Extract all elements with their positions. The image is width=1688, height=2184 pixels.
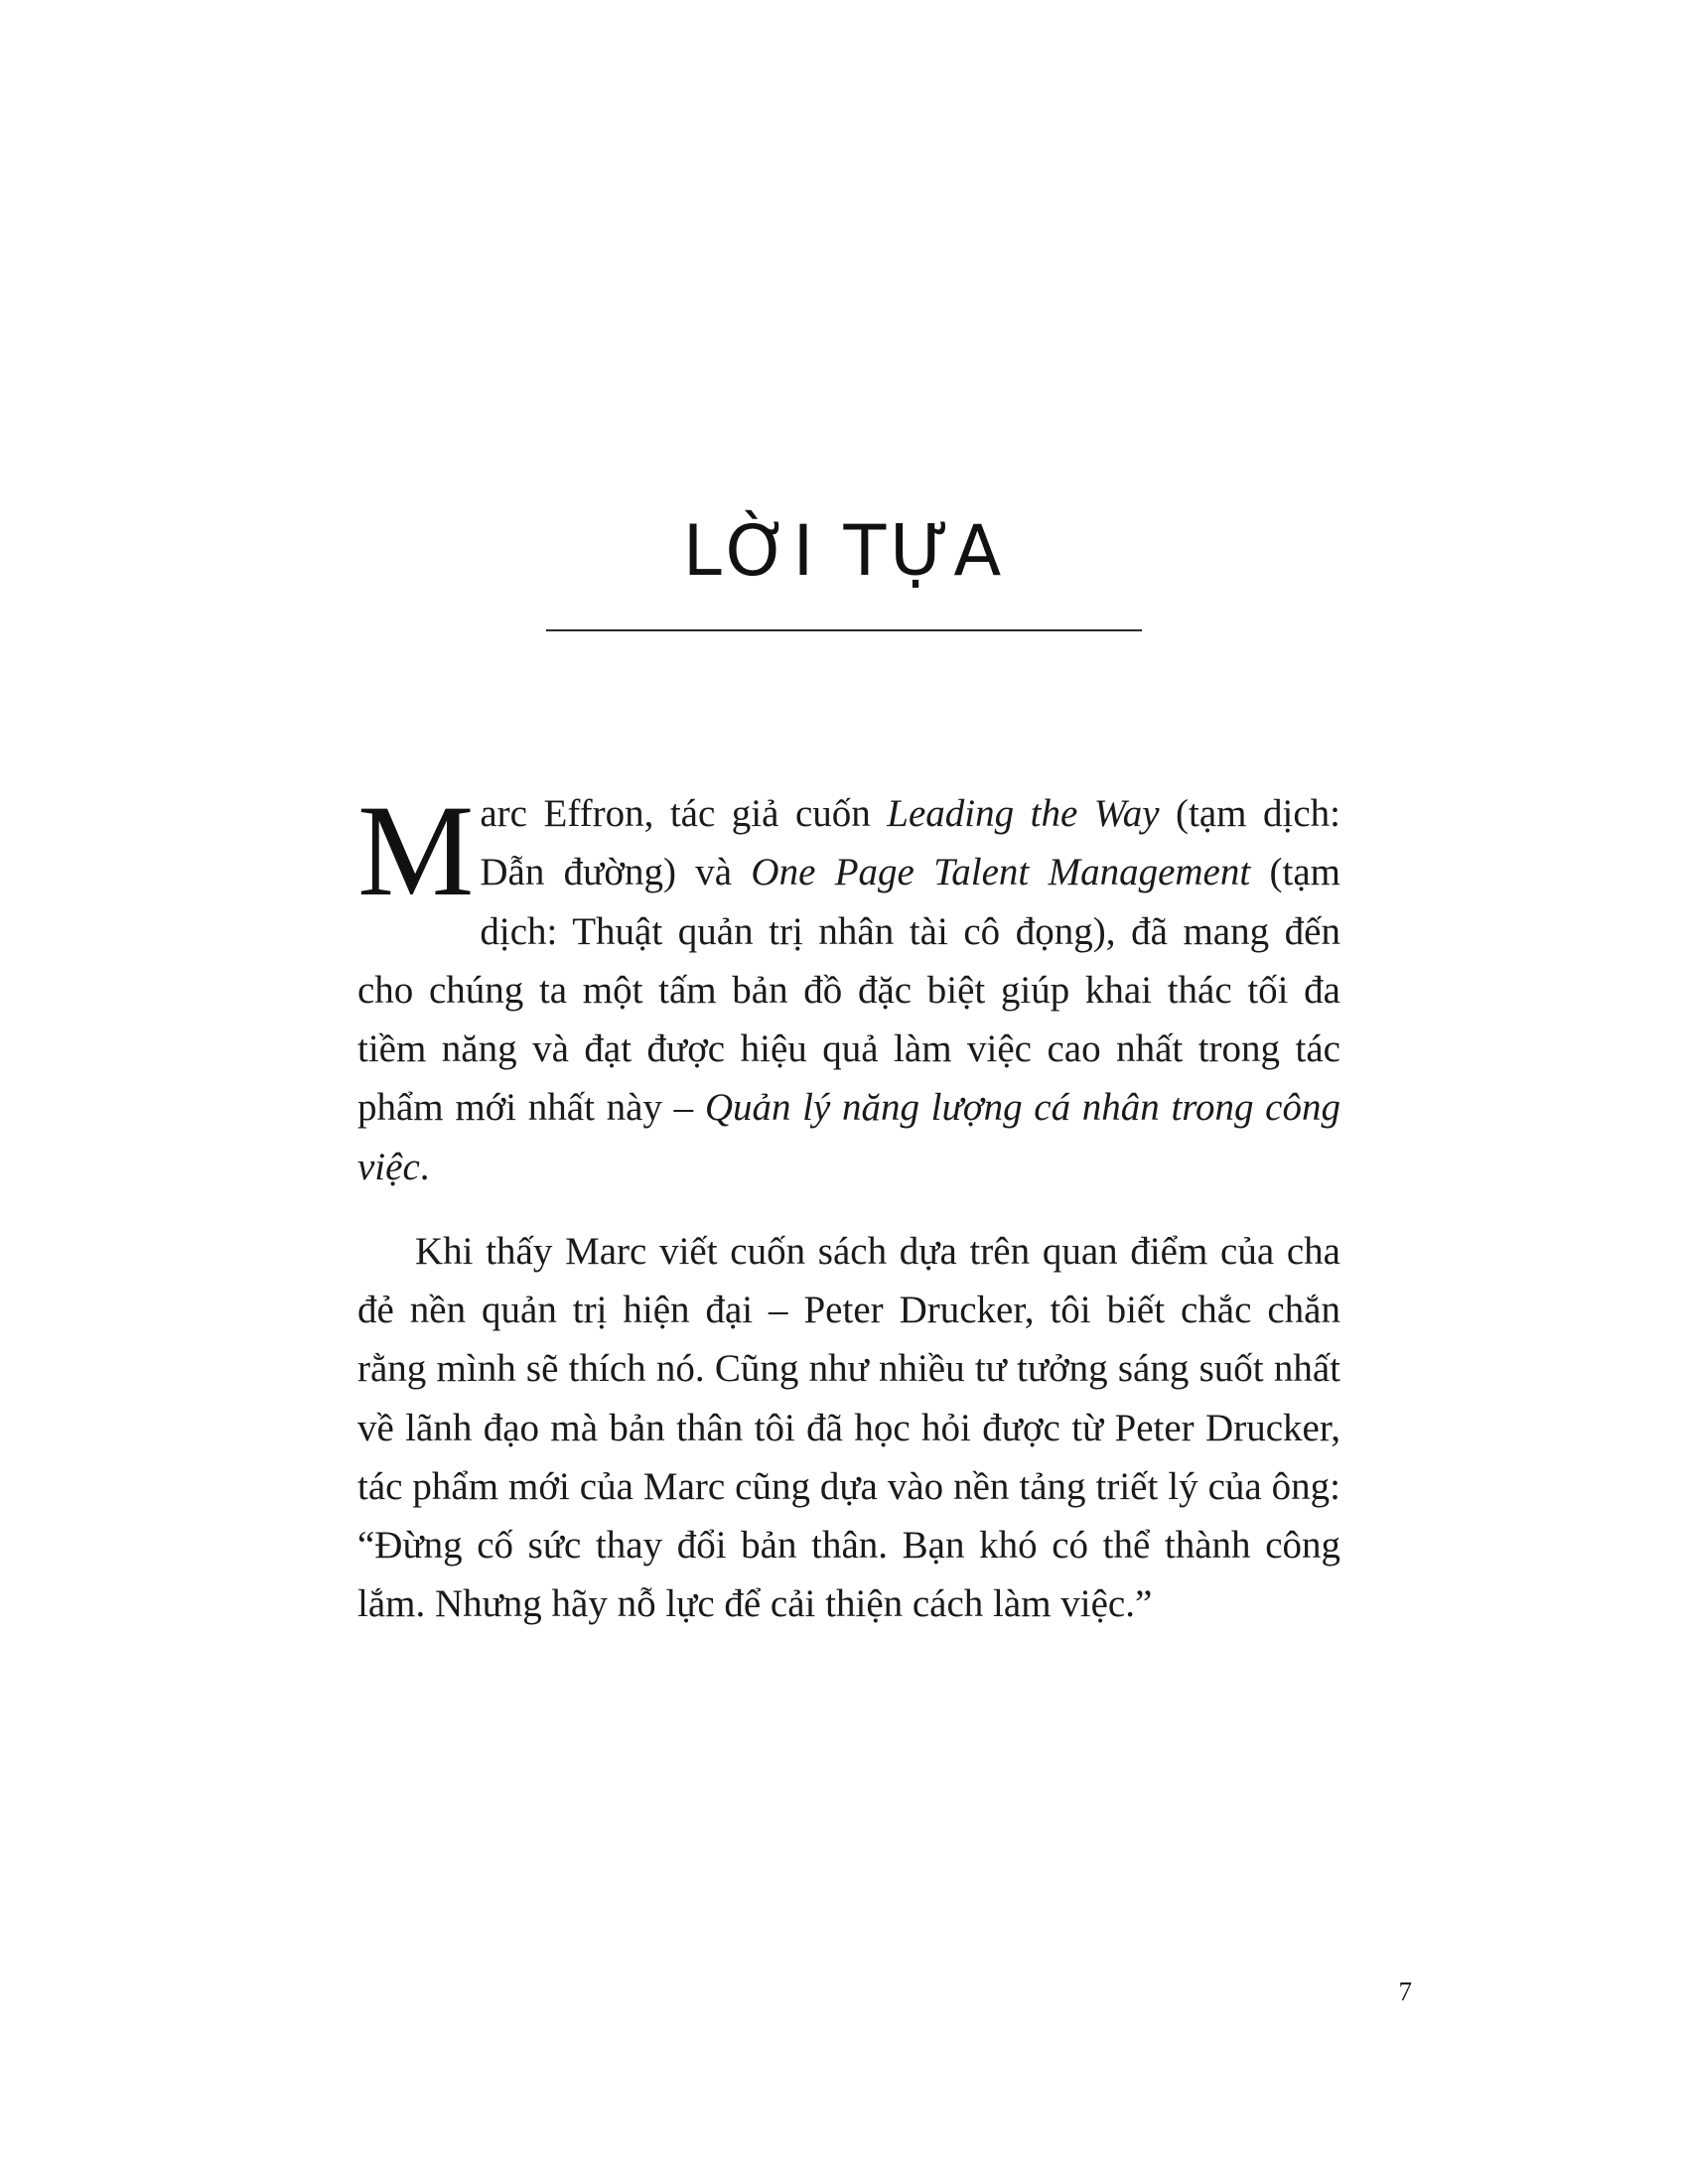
- page-number: 7: [1398, 1977, 1412, 2006]
- text-run-italic: Quản lý năng lượng cá nhân trong công việc: [357, 1086, 1340, 1188]
- text-run-italic: Leading the Way: [887, 792, 1160, 835]
- title-divider: [546, 629, 1142, 631]
- body-text-column: [357, 777, 1341, 1634]
- text-run-italic: One Page Talent Management: [751, 851, 1251, 894]
- paragraph-1: [357, 777, 1341, 1196]
- text-run: (tạm dịch: Thuật quản trị nhân tài cô đọng), đã mang đến cho chúng ta một tấm bản đồ đặc biệt giúp khai thác tối đa tiềm năng và đạt được hiệu quả làm việc cao nhất trong tác phẩm mới nhất này –: [357, 851, 1340, 1130]
- text-run: arc Effron, tác giả cuốn: [480, 792, 888, 835]
- chapter-title-block: [0, 510, 1688, 631]
- paragraph-2: [357, 1222, 1340, 1634]
- drop-cap: M: [357, 777, 475, 923]
- text-run: .: [419, 1145, 430, 1188]
- text-run: (tạm dịch: Dẫn đường) và: [480, 792, 1341, 894]
- page-title: LỜI TỰA: [682, 510, 1006, 592]
- text-run: Khi thấy Marc viết cuốn sách dựa trên quan điểm của cha đẻ nền quản trị hiện đại – Peter Drucker, tôi biết chắc chắn rằng mình sẽ thích nó. Cũng như nhiều tư tưởng sáng suốt nhất về lãnh đạo mà bản thân tôi đã học hỏi được từ Peter Drucker, tác phẩm mới của Marc cũng dựa vào nền tảng triết lý của ông: “Đừng cố sức thay đổi bản thân. Bạn khó có thể thành công lắm. Nhưng hãy nỗ lực để cải thiện cách làm việc.”: [357, 1229, 1340, 1626]
